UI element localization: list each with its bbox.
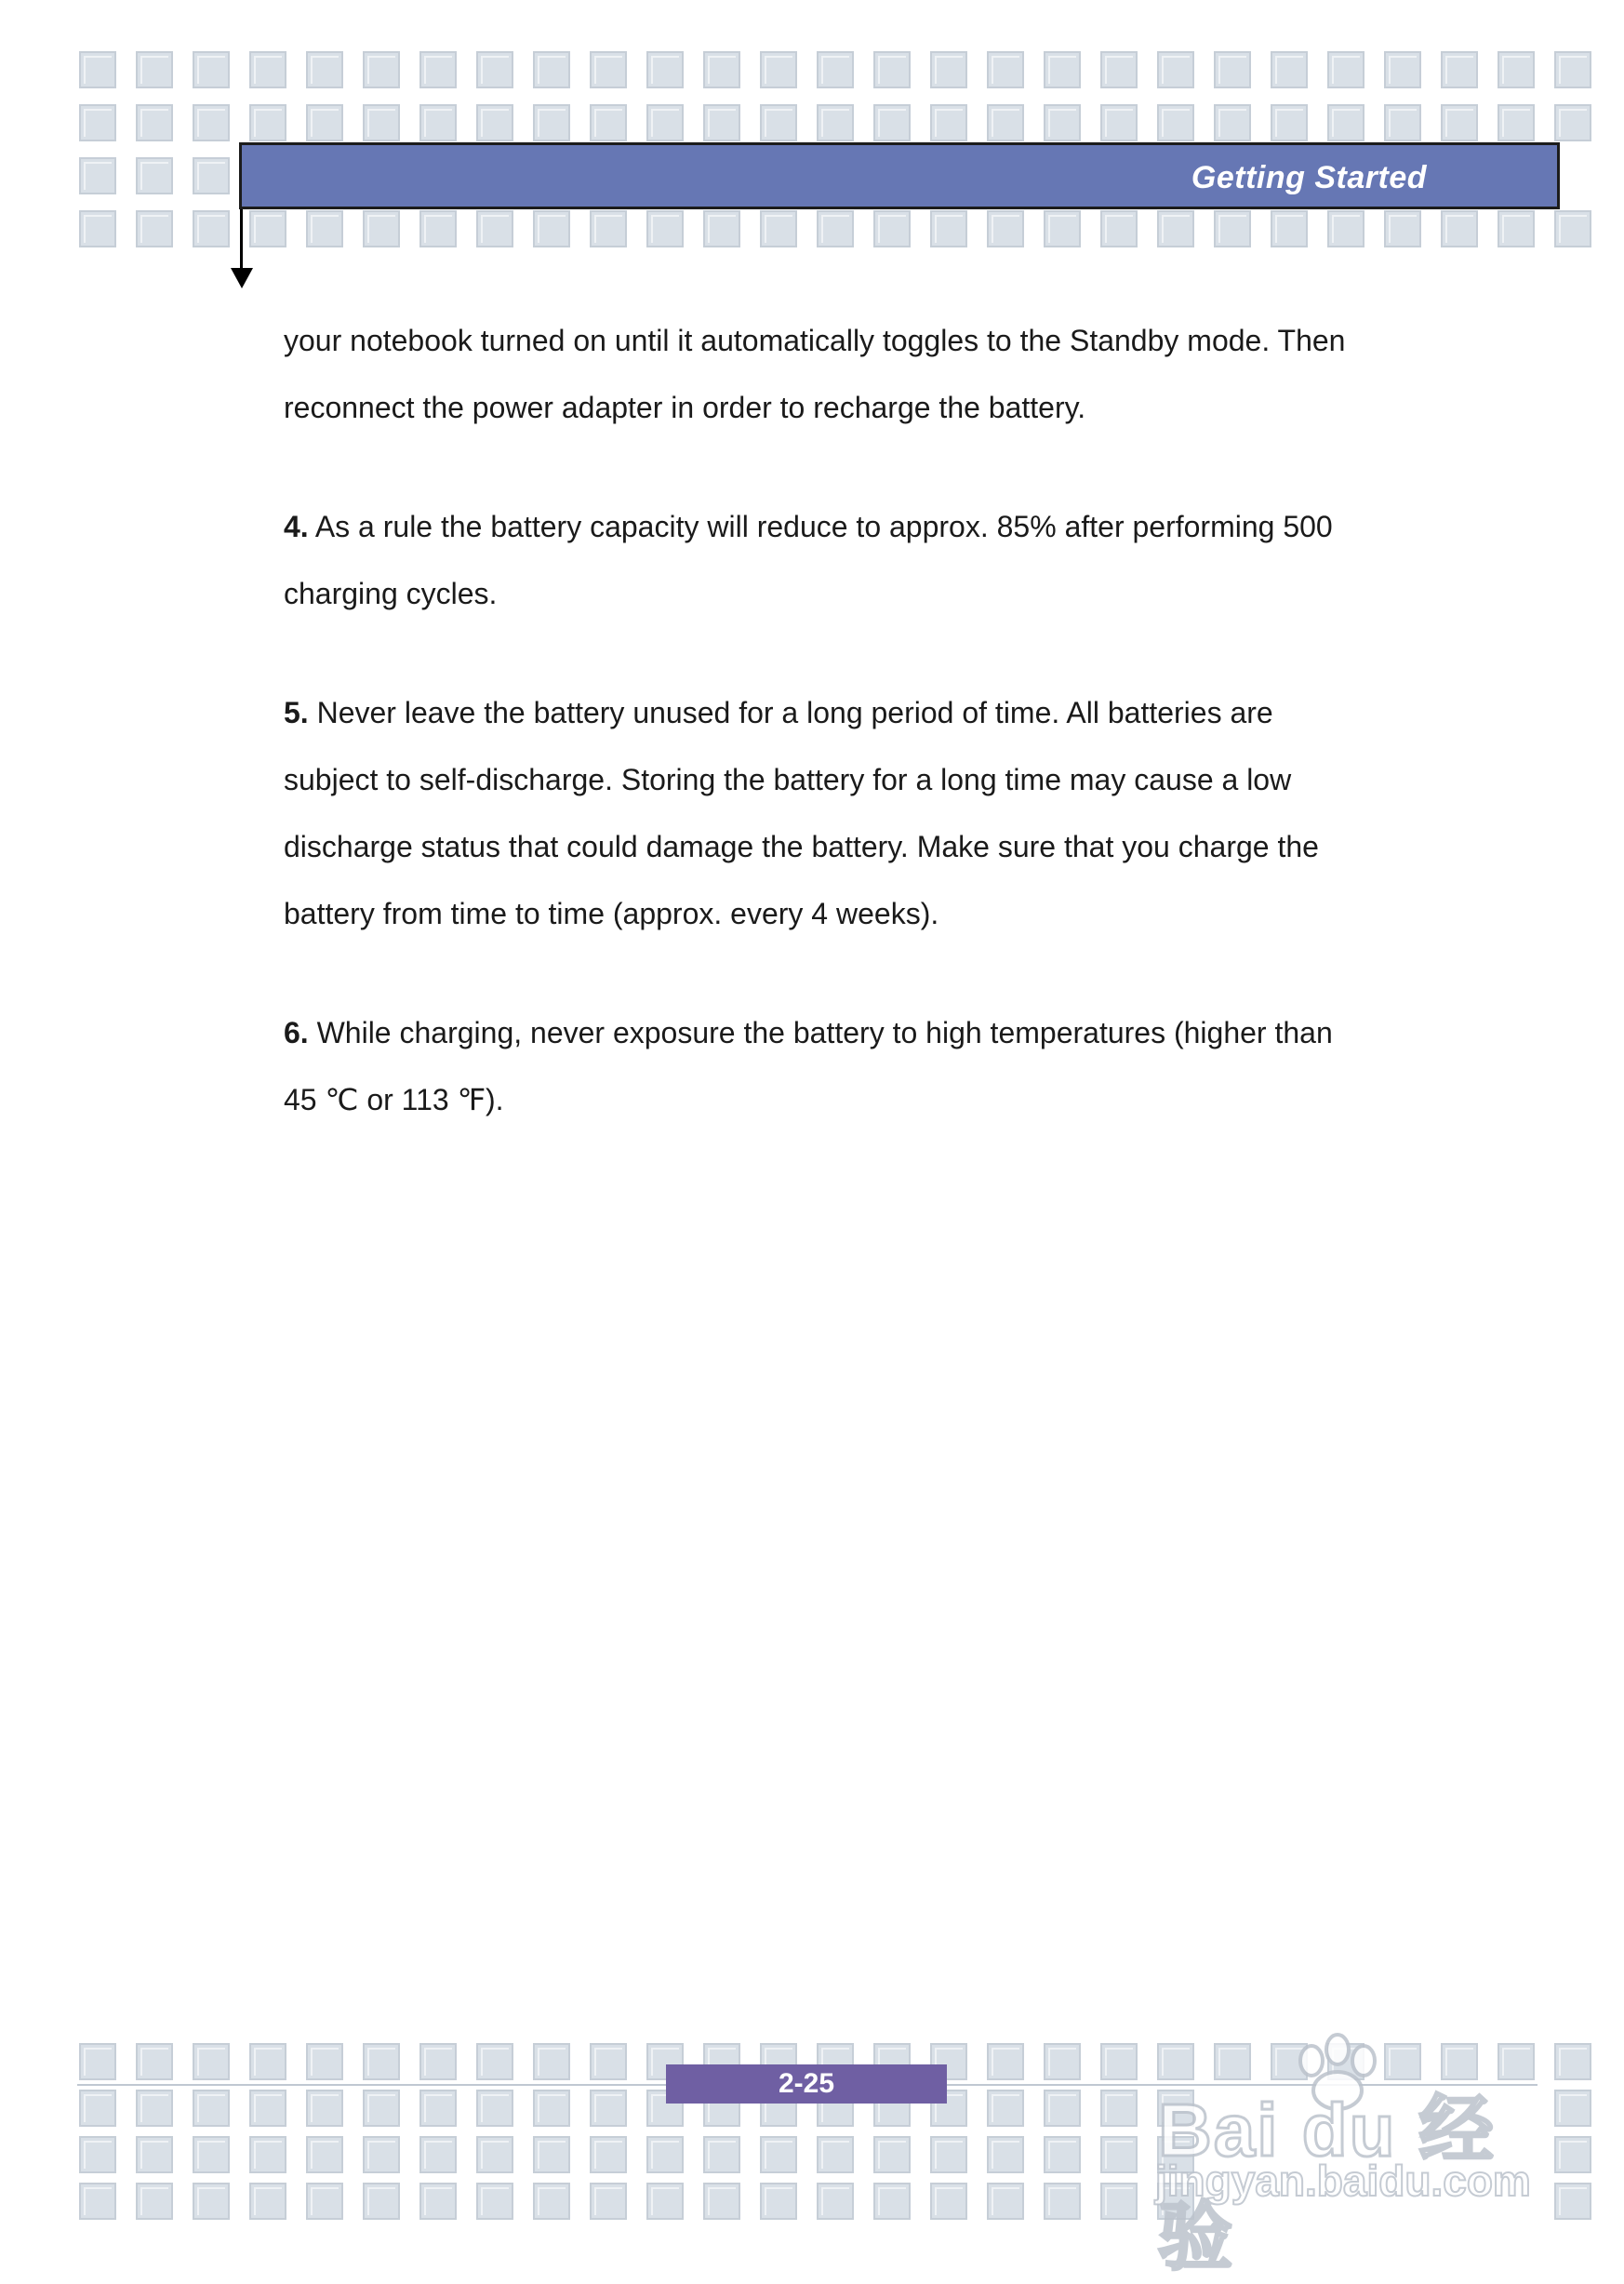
decorative-tile (79, 2183, 116, 2220)
decorative-tile (1044, 210, 1081, 247)
decorative-tile (136, 104, 173, 141)
paragraph-text: As a rule the battery capacity will reduce to approx. 85% after performing 500 charging cycles. (284, 510, 1333, 610)
page-number-badge (666, 2064, 947, 2104)
decorative-tile (476, 2090, 513, 2127)
decorative-tile (1157, 51, 1194, 88)
decorative-tile (1441, 51, 1478, 88)
decorative-tile (193, 2183, 230, 2220)
decorative-tile (79, 2090, 116, 2127)
decorative-tile (249, 2136, 286, 2173)
decorative-tile (1441, 104, 1478, 141)
decorative-tile (533, 2136, 570, 2173)
decorative-tile (419, 51, 457, 88)
decorative-tile (533, 51, 570, 88)
paragraph-item-6 (284, 999, 1363, 1133)
decorative-tile (646, 2183, 684, 2220)
decorative-tile (1100, 51, 1138, 88)
decorative-tile (1044, 104, 1081, 141)
decorative-tile (533, 2183, 570, 2220)
decorative-tile (1271, 210, 1308, 247)
decorative-tile (703, 104, 740, 141)
decorative-tile (987, 2090, 1024, 2127)
decorative-tile (817, 2136, 854, 2173)
item-number: 4. (284, 510, 309, 543)
decorative-tile (1554, 210, 1591, 247)
decorative-tile (930, 2136, 967, 2173)
decorative-tile (930, 104, 967, 141)
decorative-tile (760, 104, 797, 141)
decorative-tile (987, 51, 1024, 88)
decorative-tile (760, 2136, 797, 2173)
decorative-tile (987, 2183, 1024, 2220)
decorative-tile (249, 2183, 286, 2220)
decorative-tile (987, 2043, 1024, 2080)
decorative-tile (760, 51, 797, 88)
decorative-tile (703, 2183, 740, 2220)
decorative-tile (136, 210, 173, 247)
decorative-tile (1554, 2043, 1591, 2080)
decorative-tile (306, 51, 343, 88)
decorative-tile (79, 104, 116, 141)
decorative-tile (306, 2136, 343, 2173)
decorative-tile (419, 2043, 457, 2080)
decorative-tile (136, 51, 173, 88)
decorative-tile (987, 2136, 1024, 2173)
decorative-tile (873, 104, 911, 141)
paragraph-continuation (284, 307, 1363, 441)
paragraph-text: Never leave the battery unused for a long period of time. All batteries are subject to self-discharge. Storing the battery for a long time may cause a low discharge status that could damage the battery. Make sure that you charge the battery from time to time (approx. every 4 weeks). (284, 696, 1319, 930)
decorative-tile (703, 51, 740, 88)
decorative-tile (646, 210, 684, 247)
decorative-tile (646, 104, 684, 141)
decorative-tile (136, 2136, 173, 2173)
decorative-tile (1554, 2090, 1591, 2127)
decorative-tile (533, 2090, 570, 2127)
decorative-tile (79, 2136, 116, 2173)
decorative-tile (193, 104, 230, 141)
chapter-header-bar (239, 142, 1560, 209)
decorative-tile (1384, 51, 1421, 88)
decorative-tile (193, 157, 230, 194)
decorative-tile (1554, 104, 1591, 141)
decorative-tile (533, 2043, 570, 2080)
decorative-tile (1498, 104, 1535, 141)
decorative-tile (306, 2183, 343, 2220)
decorative-tile (1554, 2136, 1591, 2173)
decorative-tile (476, 51, 513, 88)
decorative-tile (1327, 210, 1364, 247)
decorative-tile (873, 210, 911, 247)
decorative-tile (476, 2043, 513, 2080)
decorative-tile (1100, 2090, 1138, 2127)
decorative-tile (590, 2090, 627, 2127)
decorative-tile (1327, 51, 1364, 88)
baidu-watermark (1144, 2033, 1544, 2278)
decorative-tile (136, 2183, 173, 2220)
paragraph-item-5 (284, 679, 1363, 947)
decorative-tile (987, 210, 1024, 247)
item-number: 6. (284, 1016, 309, 1049)
body-text (284, 307, 1363, 1185)
decorative-tile (930, 51, 967, 88)
decorative-tile (79, 51, 116, 88)
decorative-tile (1327, 104, 1364, 141)
decorative-tile (363, 2183, 400, 2220)
decorative-tile (590, 2136, 627, 2173)
decorative-tile (79, 2043, 116, 2080)
decorative-tile (1441, 210, 1478, 247)
chapter-title: Getting Started (1191, 160, 1427, 195)
decorative-tile (533, 210, 570, 247)
decorative-tile (533, 104, 570, 141)
decorative-tile (476, 210, 513, 247)
decorative-tile (1157, 104, 1194, 141)
decorative-tile (817, 51, 854, 88)
decorative-tile (703, 210, 740, 247)
decorative-tile (817, 2183, 854, 2220)
decorative-tile (136, 2043, 173, 2080)
decorative-tile (419, 104, 457, 141)
decorative-tile (476, 2183, 513, 2220)
decorative-tile (1271, 104, 1308, 141)
decorative-tile (1100, 210, 1138, 247)
decorative-tile (987, 104, 1024, 141)
item-number: 5. (284, 696, 309, 729)
decorative-tile (193, 2090, 230, 2127)
decorative-tile (646, 51, 684, 88)
paragraph-text: your notebook turned on until it automatically toggles to the Standby mode. Then reconnect the power adapter in order to recharge the battery. (284, 324, 1346, 424)
decorative-tile (1384, 104, 1421, 141)
decorative-tile (306, 2090, 343, 2127)
decorative-tile (590, 2183, 627, 2220)
decorative-tile (249, 210, 286, 247)
paragraph-text: While charging, never exposure the battery to high temperatures (higher than 45 ℃ or 113 ℉). (284, 1016, 1333, 1116)
watermark-url: jingyan.baidu.com (1155, 2157, 1531, 2205)
decorative-tile (590, 51, 627, 88)
decorative-tile (419, 2090, 457, 2127)
arrow-down-icon (231, 268, 253, 288)
decorative-tile (249, 104, 286, 141)
decorative-tile (646, 2136, 684, 2173)
decorative-tile (193, 210, 230, 247)
decorative-tile (363, 104, 400, 141)
decorative-tile (760, 210, 797, 247)
decorative-tile (363, 210, 400, 247)
decorative-tile (817, 210, 854, 247)
decorative-tile (193, 2043, 230, 2080)
decorative-tile (1044, 2090, 1081, 2127)
arrow-marker-line (240, 209, 243, 273)
decorative-tile (1554, 2183, 1591, 2220)
decorative-tile (1100, 2183, 1138, 2220)
decorative-tile (703, 2136, 740, 2173)
decorative-tile (306, 2043, 343, 2080)
decorative-tile (1554, 51, 1591, 88)
decorative-tile (363, 2043, 400, 2080)
decorative-tile (930, 2183, 967, 2220)
decorative-tile (1044, 2136, 1081, 2173)
decorative-tile (193, 51, 230, 88)
decorative-tile (873, 2183, 911, 2220)
decorative-tile (363, 2136, 400, 2173)
decorative-tile (79, 157, 116, 194)
decorative-tile (590, 104, 627, 141)
decorative-tile (1214, 210, 1251, 247)
decorative-tile (590, 210, 627, 247)
page-number: 2-25 (778, 2068, 835, 2099)
decorative-tile (1498, 210, 1535, 247)
decorative-tile (1044, 2183, 1081, 2220)
decorative-tile (1100, 104, 1138, 141)
decorative-tile (590, 2043, 627, 2080)
decorative-tile (1271, 51, 1308, 88)
decorative-tile (306, 104, 343, 141)
decorative-tile (363, 2090, 400, 2127)
decorative-tile (249, 51, 286, 88)
decorative-tile (1044, 2043, 1081, 2080)
decorative-tile (419, 2183, 457, 2220)
decorative-tile (1100, 2136, 1138, 2173)
decorative-tile (476, 2136, 513, 2173)
decorative-tile (136, 157, 173, 194)
decorative-tile (419, 210, 457, 247)
paragraph-item-4 (284, 493, 1363, 627)
decorative-tile (873, 51, 911, 88)
decorative-tile (1100, 2043, 1138, 2080)
decorative-tile (136, 2090, 173, 2127)
decorative-tile (873, 2136, 911, 2173)
decorative-tile (1214, 104, 1251, 141)
decorative-tile (363, 51, 400, 88)
decorative-tile (193, 2136, 230, 2173)
decorative-tile (817, 104, 854, 141)
decorative-tile (1044, 51, 1081, 88)
watermark-brand: Bai du 经验 (1158, 2089, 1496, 2278)
decorative-tile (306, 210, 343, 247)
decorative-tile (1214, 51, 1251, 88)
decorative-tile (1498, 51, 1535, 88)
decorative-tile (249, 2043, 286, 2080)
decorative-tile (476, 104, 513, 141)
decorative-tile (419, 2136, 457, 2173)
decorative-tile (1157, 210, 1194, 247)
decorative-tile (760, 2183, 797, 2220)
decorative-tile (79, 210, 116, 247)
decorative-tile (1384, 210, 1421, 247)
decorative-tile (249, 2090, 286, 2127)
decorative-tile (930, 210, 967, 247)
